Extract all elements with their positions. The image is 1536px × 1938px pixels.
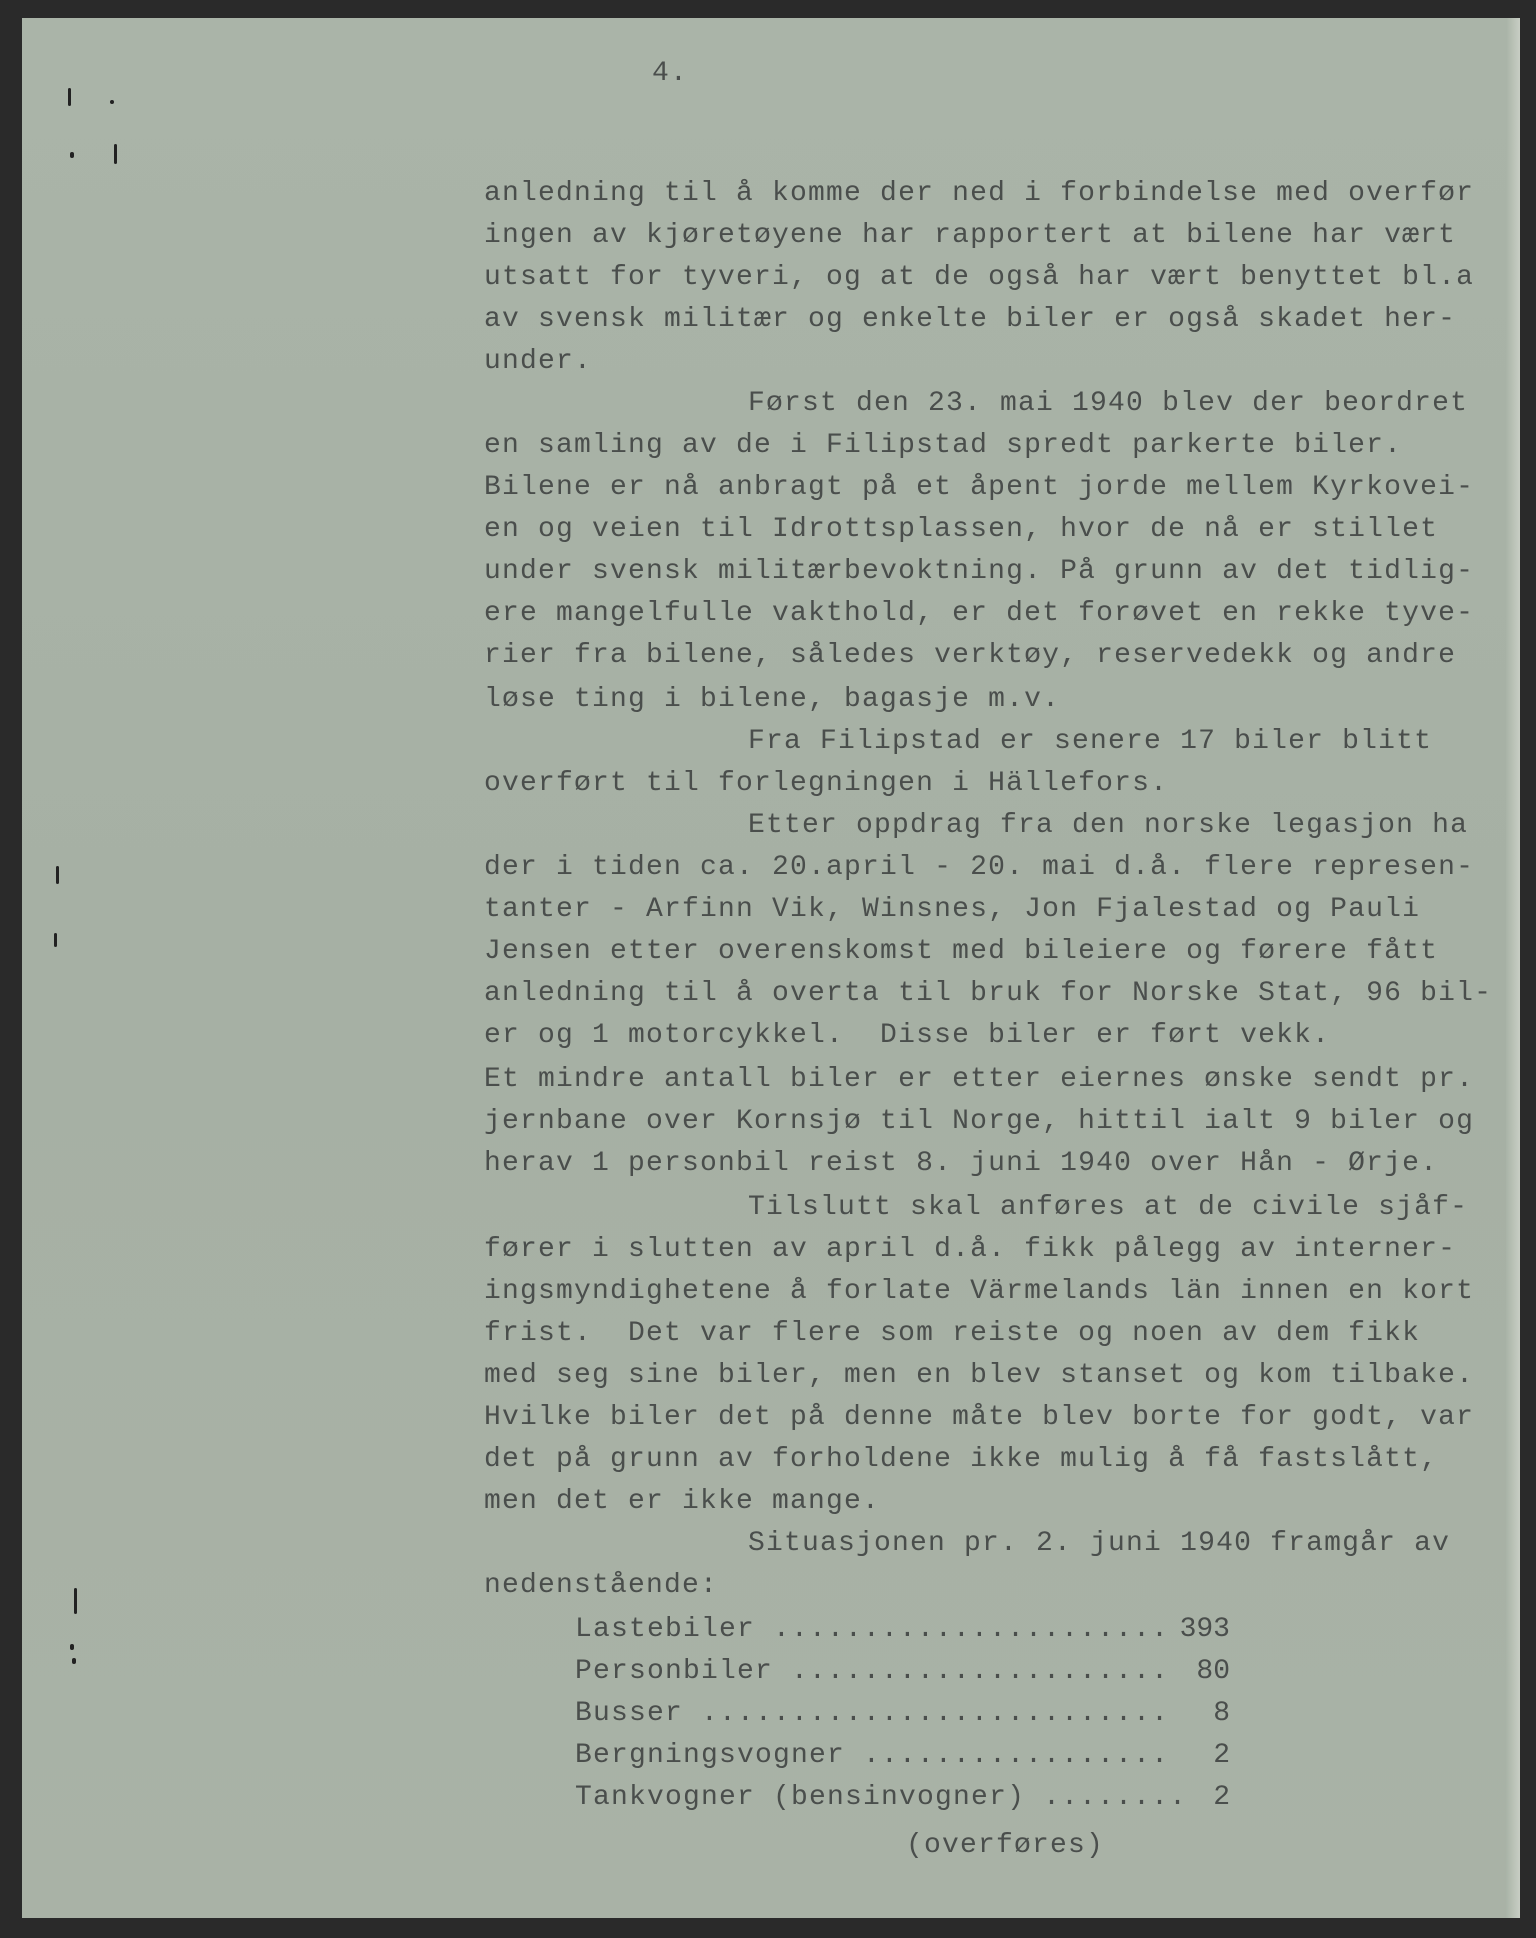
table-row-label: Lastebiler ...................... [575, 1614, 1170, 1645]
text-line: Hvilke biler det på denne måte blev borte for godt, var [484, 1402, 1475, 1433]
margin-mark [70, 1644, 74, 1650]
text-line: herav 1 personbil reist 8. juni 1940 over Hån - Ørje. [484, 1148, 1439, 1179]
text-line: av svensk militær og enkelte biler er også skadet her- [484, 304, 1457, 335]
text-line: overført til forlegningen i Hällefors. [484, 768, 1169, 799]
text-line: men det er ikke mange. [484, 1486, 881, 1517]
page-number: 4. [652, 58, 689, 89]
text-line: en samling av de i Filipstad spredt parkerte biler. [484, 430, 1403, 461]
text-line: frist. Det var flere som reiste og noen av dem fikk [484, 1318, 1421, 1349]
text-line: der i tiden ca. 20.april - 20. mai d.å. flere represen- [484, 852, 1475, 883]
text-line: nedenstående: [484, 1570, 719, 1601]
table-row-label: Personbiler ..................... [575, 1656, 1170, 1687]
text-line: ingsmyndighetene å forlate Värmelands län innen en kort [484, 1276, 1475, 1307]
table-row-value: 2 [1213, 1782, 1230, 1813]
text-line: anledning til å komme der ned i forbindelse med overfør [484, 178, 1475, 209]
text-line: Bilene er nå anbragt på et åpent jorde mellem Kyrkovei- [484, 472, 1475, 503]
text-line: anledning til å overta til bruk for Norske Stat, 96 bil- [484, 978, 1493, 1009]
text-line: under svensk militærbevoktning. På grunn av det tidlig- [484, 556, 1475, 587]
table-row-value: 8 [1213, 1698, 1230, 1729]
text-line: jernbane over Kornsjø til Norge, hittil ialt 9 biler og [484, 1106, 1475, 1137]
table-row-value: 2 [1213, 1740, 1230, 1771]
text-line: er og 1 motorcykkel. Disse biler er ført vekk. [484, 1020, 1331, 1051]
table-row-value: 80 [1196, 1656, 1230, 1687]
text-line: en og veien til Idrottsplassen, hvor de nå er stillet [484, 514, 1439, 545]
table-row-value: 393 [1179, 1614, 1230, 1645]
margin-mark [56, 866, 59, 884]
table-row-label: Tankvogner (bensinvogner) ........ [575, 1782, 1188, 1813]
text-line: Et mindre antall biler er etter eiernes ønske sendt pr. [484, 1064, 1475, 1095]
text-line: fører i slutten av april d.å. fikk pålegg av interner- [484, 1234, 1457, 1265]
margin-mark [54, 933, 57, 947]
table-row-label: Bergningsvogner ................. [575, 1740, 1170, 1771]
text-line: Fra Filipstad er senere 17 biler blitt [748, 726, 1433, 757]
text-line: ingen av kjøretøyene har rapportert at bilene har vært [484, 220, 1457, 251]
text-line: løse ting i bilene, bagasje m.v. [484, 684, 1061, 715]
text-line: rier fra bilene, således verktøy, reservedekk og andre [484, 640, 1457, 671]
text-line: Jensen etter overenskomst med bileiere og førere fått [484, 936, 1439, 967]
margin-mark [72, 1658, 76, 1664]
paper-edge [1506, 18, 1520, 1918]
footer-note: (overføres) [906, 1830, 1105, 1861]
margin-mark [114, 144, 117, 164]
text-line: Situasjonen pr. 2. juni 1940 framgår av [748, 1528, 1451, 1559]
text-line: ere mangelfulle vakthold, er det forøvet en rekke tyve- [484, 598, 1475, 629]
margin-mark [68, 88, 71, 106]
text-line: med seg sine biler, men en blev stanset og kom tilbake. [484, 1360, 1475, 1391]
text-line: under. [484, 346, 593, 377]
margin-mark [110, 100, 114, 104]
margin-mark [74, 1588, 77, 1614]
margin-mark [70, 152, 74, 158]
text-line: tanter - Arfinn Vik, Winsnes, Jon Fjalestad og Pauli [484, 894, 1421, 925]
text-line: utsatt for tyveri, og at de også har vært benyttet bl.a [484, 262, 1475, 293]
text-line: Etter oppdrag fra den norske legasjon ha [748, 810, 1469, 841]
table-row-label: Busser .......................... [575, 1698, 1170, 1729]
text-line: Først den 23. mai 1940 blev der beordret [748, 388, 1469, 419]
text-line: Tilslutt skal anføres at de civile sjåf- [748, 1192, 1469, 1223]
text-line: det på grunn av forholdene ikke mulig å få fastslått, [484, 1444, 1439, 1475]
